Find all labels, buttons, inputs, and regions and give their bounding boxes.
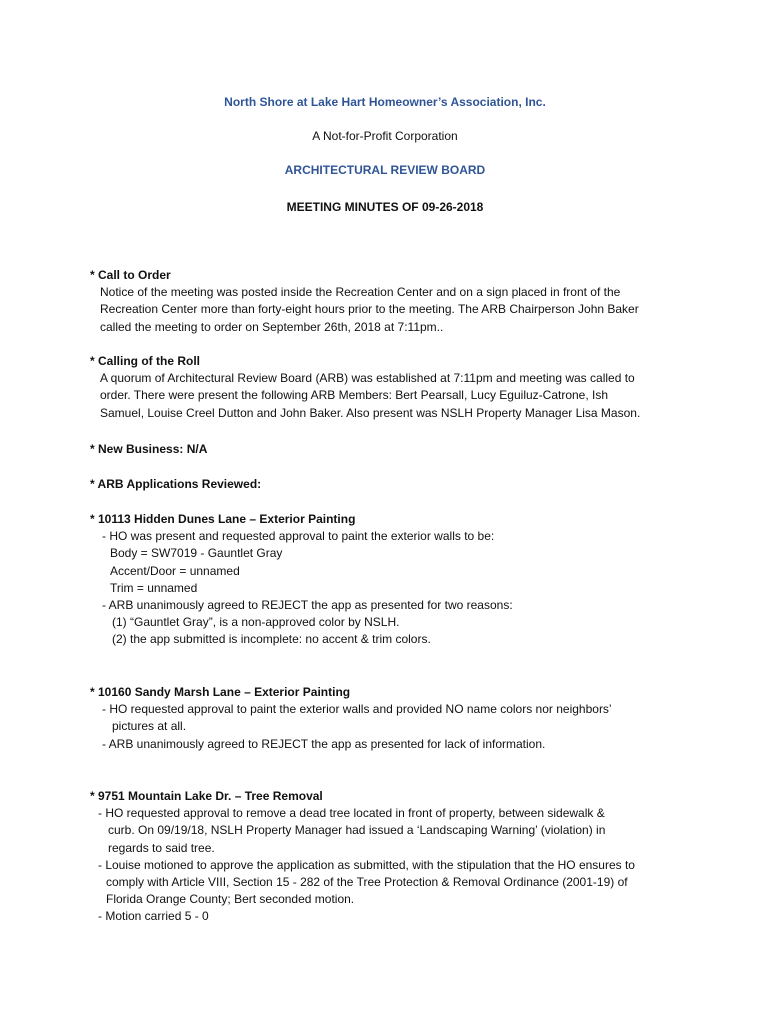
section-application-9751 (90, 788, 635, 926)
org-title: North Shore at Lake Hart Homeowner’s Association, Inc. (224, 95, 546, 109)
application-heading: * 10160 Sandy Marsh Lane – Exterior Painting (90, 685, 351, 699)
section-application-10113 (90, 511, 513, 649)
section-heading: * Call to Order (90, 268, 171, 282)
section-heading: * New Business: N/A (90, 442, 208, 456)
color-accent: Accent/Door = unnamed (110, 563, 240, 578)
section-heading: * ARB Applications Reviewed: (90, 477, 262, 491)
bullet-continuation: pictures at all. (112, 719, 187, 734)
paragraph-line: Samuel, Louise Creel Dutton and John Baker. Also present was NSLH Property Manager Lisa Mason. (100, 405, 641, 420)
paragraph-line: Notice of the meeting was posted inside the Recreation Center and on a sign placed in front of the (100, 285, 621, 300)
application-heading: * 9751 Mountain Lake Dr. – Tree Removal (90, 789, 323, 803)
minutes-title: MEETING MINUTES OF 09-26-2018 (286, 200, 484, 214)
section-roll-call (90, 353, 640, 422)
section-application-10160 (90, 684, 612, 753)
bullet-line: - Louise motioned to approve the application as submitted, with the stipulation that the HO ensures to (98, 857, 635, 872)
bullet-continuation: comply with Article VIII, Section 15 - 282 of the Tree Protection & Removal Ordinance (2001-19) of (106, 875, 628, 890)
paragraph-line: Recreation Center more than forty-eight hours prior to the meeting. The ARB Chairperson John Baker (100, 302, 639, 317)
bullet-line: - ARB unanimously agreed to REJECT the app as presented for lack of information. (102, 736, 546, 751)
section-arb-applications (90, 476, 261, 493)
paragraph-line: called the meeting to order on September 26th, 2018 at 7:11pm.. (100, 319, 444, 334)
bullet-continuation: regards to said tree. (108, 840, 215, 855)
bullet-line: - Motion carried 5 - 0 (98, 909, 209, 924)
bullet-line: - ARB unanimously agreed to REJECT the app as presented for two reasons: (102, 598, 513, 613)
application-heading: * 10113 Hidden Dunes Lane – Exterior Painting (90, 512, 356, 526)
color-trim: Trim = unnamed (110, 580, 198, 595)
reason-line: (2) the app submitted is incomplete: no accent & trim colors. (112, 632, 431, 647)
corp-subtitle: A Not-for-Profit Corporation (312, 129, 458, 143)
section-heading: * Calling of the Roll (90, 354, 200, 368)
reason-line: (1) “Gauntlet Gray”, is a non-approved color by NSLH. (112, 615, 400, 630)
bullet-line: - HO requested approval to paint the exterior walls and provided NO name colors nor neighbors’ (102, 702, 612, 717)
color-body: Body = SW7019 - Gauntlet Gray (110, 546, 283, 561)
bullet-continuation: curb. On 09/19/18, NSLH Property Manager had issued a ‘Landscaping Warning’ (violation) in (108, 823, 606, 838)
bullet-line: - HO requested approval to remove a dead tree located in front of property, between sidewalk & (98, 806, 605, 821)
section-call-to-order (90, 267, 639, 336)
paragraph-line: A quorum of Architectural Review Board (ARB) was established at 7:11pm and meeting was called to (100, 371, 635, 386)
bullet-continuation: Florida Orange County; Bert seconded motion. (106, 892, 355, 907)
section-new-business (90, 441, 207, 458)
bullet-line: - HO was present and requested approval to paint the exterior walls to be: (102, 529, 495, 544)
paragraph-line: order. There were present the following ARB Members: Bert Pearsall, Lucy Eguiluz-Catrone, Ish (100, 388, 609, 403)
board-title: ARCHITECTURAL REVIEW BOARD (284, 163, 486, 177)
